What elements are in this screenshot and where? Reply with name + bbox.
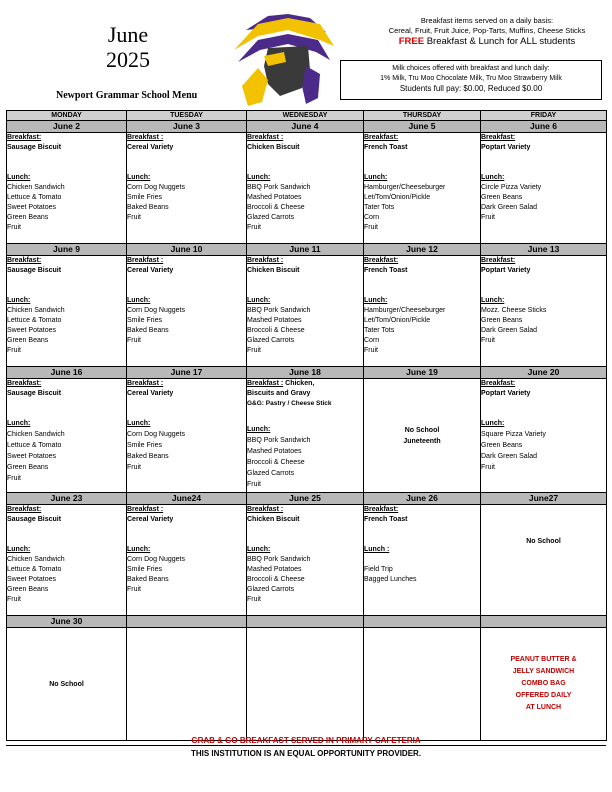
lunch-label: Lunch: <box>364 297 388 304</box>
date-cell: June 12 <box>364 244 481 256</box>
lunch-item: Bagged Lunches <box>364 576 417 583</box>
day-menu-empty <box>364 628 481 741</box>
week-2-dates <box>7 244 607 256</box>
breakfast-label: Breakfast: <box>7 506 42 513</box>
lunch-item: Chicken Sandwich <box>7 184 65 191</box>
lunch-label: Lunch: <box>7 546 31 553</box>
lunch-item: Field Trip <box>364 566 393 573</box>
lunch-item: Mashed Potatoes <box>247 566 302 573</box>
date-cell: June 30 <box>7 616 127 628</box>
lunch-item: Chicken Sandwich <box>7 431 65 438</box>
week-2-menu <box>7 256 607 367</box>
breakfast-label: Breakfast : <box>247 380 284 387</box>
breakfast-item: Cereal Variety <box>127 144 174 151</box>
lunch-item: Green Beans <box>7 214 49 221</box>
date-cell: June 17 <box>127 367 247 379</box>
lunch-item: Green Beans <box>7 586 49 593</box>
pay-line: Students full pay: $0.00, Reduced $0.00 <box>399 84 543 93</box>
lunch-item: BBQ Pork Sandwich <box>247 556 311 563</box>
date-cell: June 9 <box>7 244 127 256</box>
breakfast-item: Chicken Biscuit <box>247 267 300 274</box>
lunch-item: Smile Fries <box>127 442 163 449</box>
lunch-item: Tater Tots <box>364 327 395 334</box>
lunch-item: Fruit <box>481 337 495 344</box>
lunch-item: Glazed Carrots <box>247 470 295 477</box>
day-menu <box>127 505 247 616</box>
weekday-friday: FRIDAY <box>481 111 607 121</box>
lunch-item: Glazed Carrots <box>247 214 295 221</box>
date-cell: June 3 <box>127 121 247 133</box>
lunch-item: Sweet Potatoes <box>7 576 57 583</box>
lunch-item: Fruit <box>127 337 141 344</box>
breakfast-label: Breakfast : <box>127 506 164 513</box>
lunch-item: Dark Green Salad <box>481 453 538 460</box>
lunch-item: Broccoli & Cheese <box>247 327 305 334</box>
breakfast-item: Poptart Variety <box>481 390 531 397</box>
no-school-label: No School <box>404 426 440 434</box>
lunch-item: Corn <box>364 214 380 221</box>
lunch-item: Green Beans <box>7 464 49 471</box>
date-cell: June 20 <box>481 367 607 379</box>
date-cell: June 4 <box>247 121 364 133</box>
grab-go-footer: GRAB & GO BREAKFAST SERVED IN PRIMARY CAFETERIA <box>191 736 421 745</box>
pbj-notice <box>481 628 607 741</box>
breakfast-label: Breakfast: <box>7 380 42 387</box>
day-menu <box>127 379 247 493</box>
pbj-line: JELLY SANDWICH <box>512 668 575 675</box>
day-menu-empty <box>247 628 364 741</box>
day-menu <box>247 133 364 244</box>
breakfast-label: Breakfast: <box>7 134 42 141</box>
lunch-item: Sweet Potatoes <box>7 204 57 211</box>
breakfast-item: Sausage Biscuit <box>7 516 62 523</box>
lunch-label: Lunch: <box>247 546 271 553</box>
breakfast-item: Sausage Biscuit <box>7 144 62 151</box>
lunch-item: Glazed Carrots <box>247 586 295 593</box>
breakfast-line <box>247 379 363 389</box>
day-menu-no-school <box>481 505 607 616</box>
footer-divider <box>6 745 606 746</box>
date-cell-empty <box>481 616 607 628</box>
holiday-label: Juneteenth <box>403 437 441 445</box>
breakfast-label: Breakfast : <box>247 134 284 141</box>
breakfast-item: Chicken Biscuit <box>247 144 300 151</box>
date-cell-empty <box>127 616 247 628</box>
lunch-item: Circle Pizza Variety <box>481 184 542 191</box>
lunch-item: Dark Green Salad <box>481 204 538 211</box>
lunch-label: Lunch: <box>127 297 151 304</box>
breakfast-label: Breakfast : <box>247 506 284 513</box>
lunch-label: Lunch: <box>127 420 151 427</box>
lunch-label: Lunch: <box>7 297 31 304</box>
breakfast-note: Breakfast items served on a daily basis: <box>420 16 554 25</box>
breakfast-label: Breakfast : <box>247 257 284 264</box>
breakfast-item: Cereal Variety <box>127 390 174 397</box>
breakfast-item: Cereal Variety <box>127 516 174 523</box>
free-meals-line <box>372 35 602 48</box>
lunch-item: Lettuce & Tomato <box>7 317 62 324</box>
pbj-line: COMBO BAG <box>521 680 566 687</box>
day-menu-no-school <box>7 628 127 741</box>
breakfast-label: Breakfast : <box>127 380 164 387</box>
lunch-item: Fruit <box>247 347 261 354</box>
indian-head-logo-icon <box>228 10 338 108</box>
month-label: June <box>107 22 149 47</box>
breakfast-item: French Toast <box>364 267 408 274</box>
lunch-label: Lunch: <box>247 297 271 304</box>
lunch-item: Hamburger/Cheeseburger <box>364 307 446 314</box>
date-cell: June 18 <box>247 367 364 379</box>
lunch-item: Lettuce & Tomato <box>7 194 62 201</box>
menu-calendar <box>6 110 607 741</box>
day-menu-empty <box>127 628 247 741</box>
breakfast-item: Sausage Biscuit <box>7 390 62 397</box>
lunch-item: Green Beans <box>481 442 523 449</box>
lunch-item: Green Beans <box>481 194 523 201</box>
date-cell: June24 <box>127 493 247 505</box>
equal-opportunity-footer: THIS INSTITUTION IS AN EQUAL OPPORTUNITY PROVIDER. <box>190 749 422 758</box>
breakfast-label: Breakfast: <box>364 134 399 141</box>
lunch-item: Smile Fries <box>127 317 163 324</box>
weekday-header-row <box>7 111 607 121</box>
breakfast-item-2: Biscuits and Gravy <box>247 390 311 397</box>
no-school-label: No School <box>49 680 84 688</box>
pbj-line: OFFERED DAILY <box>515 692 572 699</box>
lunch-item: Corn Dog Nuggets <box>127 431 185 438</box>
grab-go-item: G&G: Pastry / Cheese Stick <box>247 400 332 407</box>
day-menu <box>364 256 481 367</box>
breakfast-label: Breakfast: <box>364 506 399 513</box>
day-menu-holiday <box>364 379 481 493</box>
lunch-item: Baked Beans <box>127 327 169 334</box>
lunch-item: Fruit <box>7 596 21 603</box>
lunch-item: BBQ Pork Sandwich <box>247 184 311 191</box>
free-word: FREE <box>398 36 425 47</box>
lunch-item: Corn Dog Nuggets <box>127 307 185 314</box>
week-1-dates <box>7 121 607 133</box>
lunch-label: Lunch : <box>364 546 390 553</box>
lunch-item: Baked Beans <box>127 576 169 583</box>
year-label: 2025 <box>106 47 150 72</box>
lunch-label: Lunch: <box>7 420 31 427</box>
lunch-item: Mozz. Cheese Sticks <box>481 307 547 314</box>
lunch-item: Fruit <box>7 475 21 482</box>
lunch-label: Lunch: <box>481 174 505 181</box>
month-year-title <box>90 22 166 72</box>
lunch-item: Green Beans <box>481 317 523 324</box>
lunch-item: Square Pizza Variety <box>481 431 546 438</box>
lunch-item: Dark Green Salad <box>481 327 538 334</box>
day-menu <box>247 256 364 367</box>
lunch-item: Glazed Carrots <box>247 337 295 344</box>
pbj-line: PEANUT BUTTER & <box>510 656 577 663</box>
day-menu <box>127 133 247 244</box>
date-cell: June 11 <box>247 244 364 256</box>
date-cell: June 16 <box>7 367 127 379</box>
lunch-item: Fruit <box>7 347 21 354</box>
lunch-label: Lunch: <box>247 174 271 181</box>
lunch-item: Corn Dog Nuggets <box>127 184 185 191</box>
lunch-item: Corn <box>364 337 380 344</box>
breakfast-item: Chicken, <box>283 380 315 387</box>
date-cell-empty <box>364 616 481 628</box>
breakfast-label: Breakfast: <box>364 257 399 264</box>
lunch-item: BBQ Pork Sandwich <box>247 307 311 314</box>
day-menu <box>481 133 607 244</box>
breakfast-label: Breakfast: <box>481 257 516 264</box>
week-5-dates <box>7 616 607 628</box>
lunch-item: Fruit <box>481 214 495 221</box>
lunch-item: Tater Tots <box>364 204 395 211</box>
lunch-item: Sweet Potatoes <box>7 327 57 334</box>
day-menu <box>127 256 247 367</box>
date-cell: June 10 <box>127 244 247 256</box>
lunch-label: Lunch: <box>481 420 505 427</box>
breakfast-label: Breakfast : <box>127 134 164 141</box>
lunch-item: Lettuce & Tomato <box>7 442 62 449</box>
day-menu <box>481 256 607 367</box>
week-4-menu <box>7 505 607 616</box>
date-cell: June 2 <box>7 121 127 133</box>
lunch-item: Sweet Potatoes <box>7 453 57 460</box>
lunch-item: Smile Fries <box>127 194 163 201</box>
lunch-item: Chicken Sandwich <box>7 307 65 314</box>
breakfast-item: Cereal Variety <box>127 267 174 274</box>
breakfast-item: Chicken Biscuit <box>247 516 300 523</box>
day-menu <box>364 133 481 244</box>
day-menu <box>364 505 481 616</box>
lunch-label: Lunch: <box>127 174 151 181</box>
lunch-item: Fruit <box>364 347 378 354</box>
week-4-dates <box>7 493 607 505</box>
date-cell: June 25 <box>247 493 364 505</box>
lunch-item: Fruit <box>247 481 261 488</box>
breakfast-item: Poptart Variety <box>481 144 531 151</box>
date-cell: June 19 <box>364 367 481 379</box>
lunch-item: Baked Beans <box>127 204 169 211</box>
breakfast-items: Cereal, Fruit, Fruit Juice, Pop-Tarts, Muffins, Cheese Sticks <box>388 25 586 35</box>
lunch-label: Lunch: <box>364 174 388 181</box>
weekday-wednesday: WEDNESDAY <box>247 111 364 121</box>
week-3-menu <box>7 379 607 493</box>
week-5-menu <box>7 628 607 741</box>
lunch-label: Lunch: <box>481 297 505 304</box>
lunch-item: BBQ Pork Sandwich <box>247 437 311 444</box>
school-name: Newport Grammar School Menu <box>56 90 198 101</box>
lunch-item: Lettuce & Tomato <box>7 566 62 573</box>
breakfast-label: Breakfast: <box>481 380 516 387</box>
lunch-item: Broccoli & Cheese <box>247 204 305 211</box>
day-menu <box>7 256 127 367</box>
lunch-item: Let/Tom/Onion/Pickle <box>364 317 431 324</box>
breakfast-item: Sausage Biscuit <box>7 267 62 274</box>
milk-info-box <box>340 60 602 100</box>
breakfast-label: Breakfast : <box>127 257 164 264</box>
lunch-item: Baked Beans <box>127 453 169 460</box>
day-menu <box>247 505 364 616</box>
breakfast-label: Breakfast: <box>7 257 42 264</box>
lunch-item: Hamburger/Cheeseburger <box>364 184 446 191</box>
milk-line-2: 1% Milk, Tru Moo Chocolate Milk, Tru Moo Strawberry Milk <box>380 75 562 82</box>
day-menu <box>247 379 364 493</box>
lunch-label: Lunch: <box>247 426 271 433</box>
lunch-label: Lunch: <box>7 174 31 181</box>
breakfast-item: Poptart Variety <box>481 267 531 274</box>
free-text: Breakfast & Lunch for ALL students <box>426 36 576 47</box>
milk-line-1: Milk choices offered with breakfast and lunch daily: <box>392 65 550 72</box>
breakfast-item: French Toast <box>364 144 408 151</box>
weekday-thursday: THURSDAY <box>364 111 481 121</box>
date-cell: June 26 <box>364 493 481 505</box>
date-cell: June 5 <box>364 121 481 133</box>
lunch-item: Mashed Potatoes <box>247 317 302 324</box>
date-cell: June27 <box>481 493 607 505</box>
week-1-menu <box>7 133 607 244</box>
lunch-item: Fruit <box>127 464 141 471</box>
lunch-item: Fruit <box>481 464 495 471</box>
lunch-item: Fruit <box>247 596 261 603</box>
day-menu <box>7 379 127 493</box>
weekday-tuesday: TUESDAY <box>127 111 247 121</box>
lunch-item: Broccoli & Cheese <box>247 459 305 466</box>
week-3-dates <box>7 367 607 379</box>
lunch-item: Fruit <box>364 224 378 231</box>
lunch-item: Broccoli & Cheese <box>247 576 305 583</box>
pbj-line: AT LUNCH <box>525 704 562 711</box>
lunch-item: Fruit <box>127 586 141 593</box>
breakfast-info <box>372 16 602 48</box>
lunch-label: Lunch: <box>127 546 151 553</box>
weekday-monday: MONDAY <box>7 111 127 121</box>
no-school-label: No School <box>526 538 561 545</box>
lunch-item: Smile Fries <box>127 566 163 573</box>
lunch-item: Fruit <box>127 214 141 221</box>
lunch-item: Mashed Potatoes <box>247 448 302 455</box>
date-cell-empty <box>247 616 364 628</box>
lunch-item: Mashed Potatoes <box>247 194 302 201</box>
lunch-item: Corn Dog Nuggets <box>127 556 185 563</box>
day-menu <box>7 133 127 244</box>
lunch-item: Fruit <box>247 224 261 231</box>
lunch-item: Let/Tom/Onion/Pickle <box>364 194 431 201</box>
day-menu <box>481 379 607 493</box>
breakfast-item: French Toast <box>364 516 408 523</box>
date-cell: June 6 <box>481 121 607 133</box>
lunch-item: Chicken Sandwich <box>7 556 65 563</box>
breakfast-label: Breakfast: <box>481 134 516 141</box>
day-menu <box>7 505 127 616</box>
lunch-item: Green Beans <box>7 337 49 344</box>
lunch-item: Fruit <box>7 224 21 231</box>
date-cell: June 13 <box>481 244 607 256</box>
date-cell: June 23 <box>7 493 127 505</box>
